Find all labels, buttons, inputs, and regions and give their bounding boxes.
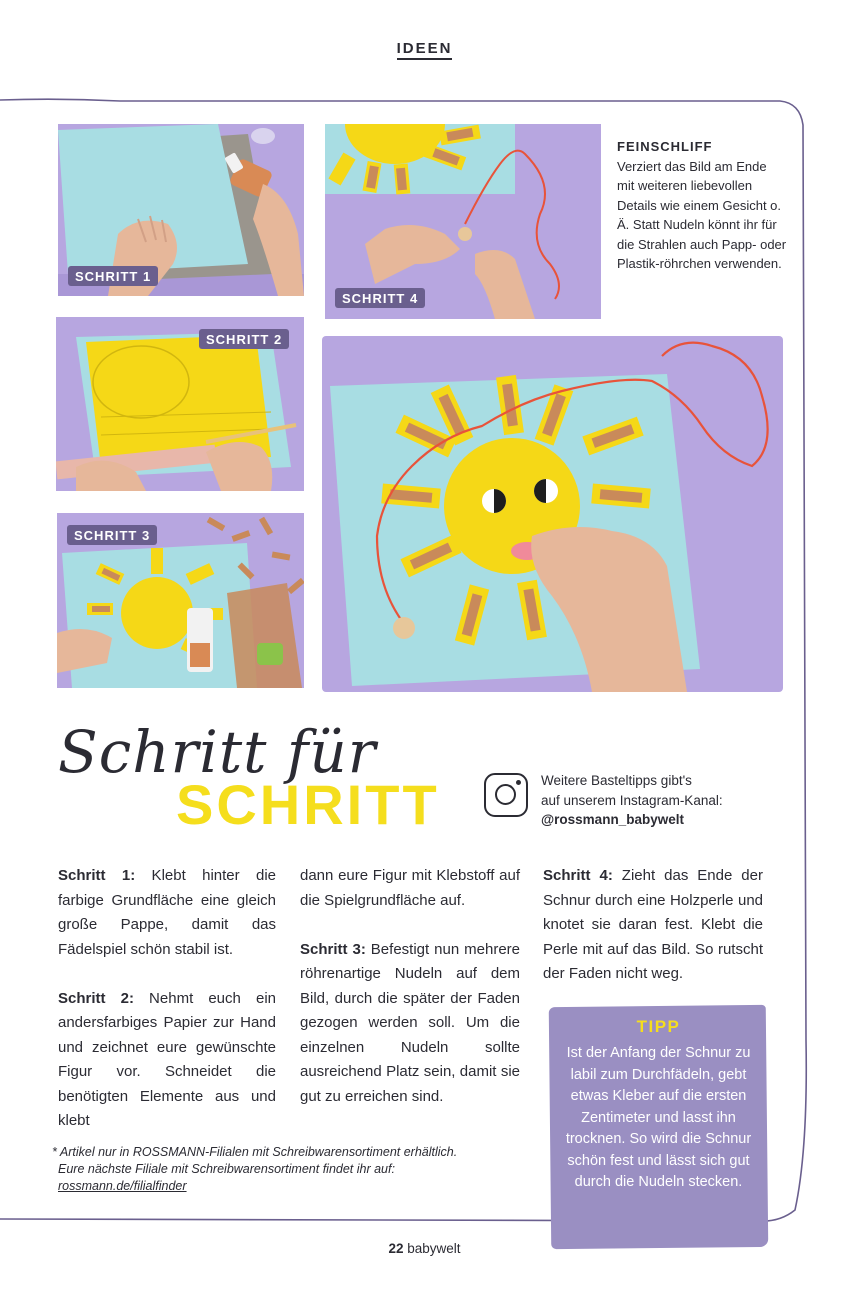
page-number <box>0 1241 849 1256</box>
step4-text: Zieht das Ende der Schnur durch eine Holzperle und knotet sie daran fest. Klebt die Perle mit auf das Bild. So rutscht der Faden nicht weg. <box>543 867 763 982</box>
step2-paragraph <box>58 987 276 1134</box>
step3-paragraph <box>300 938 520 1110</box>
step2-continued: dann eure Figur mit Klebstoff auf die Spielgrundfläche auf. <box>300 867 520 909</box>
magazine-name: babywelt <box>407 1241 461 1256</box>
tip-title: TIPP <box>636 1017 681 1036</box>
step4-label: Schritt 4: <box>543 867 613 884</box>
footnote <box>52 1144 512 1195</box>
step2-photo <box>56 317 304 491</box>
side-note <box>617 137 787 274</box>
instagram-line2: auf unserem Instagram-Kanal: <box>541 792 723 808</box>
filialfinder-link[interactable]: rossmann.de/filialfinder <box>58 1179 187 1193</box>
column-2 <box>300 864 520 1134</box>
step1-badge: SCHRITT 1 <box>68 266 158 286</box>
step3-badge: SCHRITT 3 <box>67 525 157 545</box>
step4-paragraph <box>543 864 763 987</box>
main-sun-photo <box>322 336 783 692</box>
instagram-handle[interactable]: @rossmann_babywelt <box>541 812 684 827</box>
section-tag: IDEEN <box>0 40 849 57</box>
step1-label: Schritt 1: <box>58 867 136 884</box>
script-title: Schritt für <box>58 718 377 786</box>
side-note-heading: FEINSCHLIFF <box>617 139 713 154</box>
step2-badge: SCHRITT 2 <box>199 329 289 349</box>
instagram-note <box>541 771 771 830</box>
step3-text: Befestigt nun mehrere röhrenartige Nudeln auf dem Bild, durch die später der Faden gezogen werden soll. Um die einzelnen Nudeln sollte ausreichend Platz sein, damit sie gut zu erreichen sind. <box>300 940 520 1105</box>
step1-paragraph <box>58 864 276 962</box>
column-1 <box>58 864 276 1158</box>
page-number-value: 22 <box>388 1241 404 1256</box>
step3-label: Schritt 3: <box>300 940 366 958</box>
step1-photo <box>58 124 304 296</box>
footnote-line2: Eure nächste Filiale mit Schreibwarensortiment findet ihr auf: <box>58 1162 395 1176</box>
step3-photo <box>57 513 304 688</box>
side-note-text: Verziert das Bild am Ende mit weiteren liebevollen Details wie einem Gesicht o. Ä. Statt Nudeln könnt ihr für die Strahlen auch Papp- oder Plastik-röhrchen verwenden. <box>617 158 787 271</box>
big-title: SCHRITT <box>176 773 440 836</box>
step1-text: Klebt hinter die farbige Grundfläche eine gleich große Pappe, damit das Fädelspiel schön stabil ist. <box>58 867 276 958</box>
instagram-icon[interactable] <box>484 773 528 817</box>
tip-text: Ist der Anfang der Schnur zu labil zum Durchfädeln, gebt etwas Kleber auf die ersten Zentimeter und lasst ihn trocknen. So wird die Schnur schön fest und lässt sich gut durch die Nudeln stecken. <box>565 1045 752 1190</box>
column-3 <box>543 864 763 1011</box>
step4-photo <box>325 124 601 319</box>
step2-label: Schritt 2: <box>58 989 134 1007</box>
step4-badge: SCHRITT 4 <box>335 288 425 308</box>
footnote-line1: * Artikel nur in ROSSMANN-Filialen mit Schreibwarensortiment erhältlich. <box>52 1145 458 1159</box>
instagram-line1: Weitere Basteltipps gibt's <box>541 773 692 788</box>
step2-text: Nehmt euch ein andersfarbiges Papier zur Hand und zeichnet eure gewünschte Figur vor. Schneidet die benötigten Elemente aus und klebt <box>58 989 276 1129</box>
